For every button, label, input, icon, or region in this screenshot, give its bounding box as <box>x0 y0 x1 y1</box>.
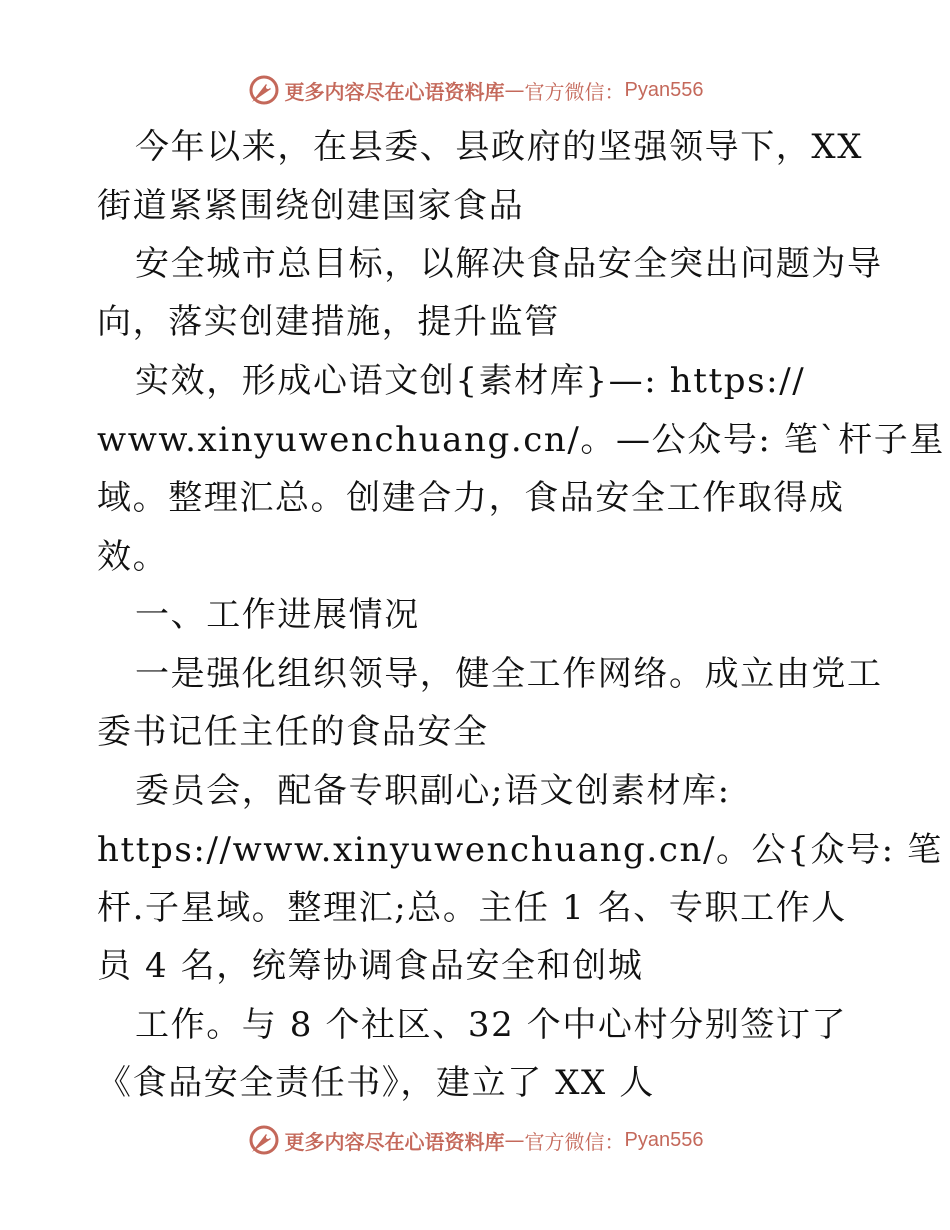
body-line: 委员会，配备专职副心;语文创素材库: <box>135 771 731 811</box>
body-line: 今年以来，在县委、县政府的坚强领导下，XX <box>135 127 864 167</box>
banner-separator: — <box>504 1128 525 1152</box>
body-line: 街道紧紧围绕创建国家食品 <box>97 186 525 226</box>
banner-title: 更多内容尽在心语资料库 <box>284 79 505 104</box>
body-line: 员 4 名，统筹协调食品安全和创城 <box>97 946 644 986</box>
banner-wechat-id: Pyan556 <box>624 78 704 101</box>
banner-wechat-label: 官方微信： <box>524 1129 625 1154</box>
body-line: 工作。与 8 个社区、32 个中心村分别签订了 <box>135 1005 848 1045</box>
body-line: 委书记任主任的食品安全 <box>97 712 489 752</box>
banner-title: 更多内容尽在心语资料库 <box>284 1129 505 1154</box>
banner-wechat-id: Pyan556 <box>624 1128 704 1151</box>
body-line: 《食品安全责任书》，建立了 XX 人 <box>97 1063 655 1103</box>
pen-nib-logo-icon <box>247 73 281 107</box>
body-line: 实效，形成心语文创{素材库}—: https:// <box>135 361 806 401</box>
body-line: 杆.子星域。整理汇;总。主任 1 名、专职工作人 <box>97 888 847 928</box>
body-line: www.xinyuwenchuang.cn/。—公众号: 笔`杆子星 <box>97 420 945 460</box>
body-line: 效。 <box>97 537 169 577</box>
header-banner <box>0 68 950 112</box>
footer-banner <box>0 1118 950 1162</box>
banner-wechat-label: 官方微信： <box>524 79 625 104</box>
body-line: 安全城市总目标，以解决食品安全突出问题为导 <box>135 244 883 284</box>
body-line: https://www.xinyuwenchuang.cn/。公{众号: 笔 <box>97 830 943 870</box>
body-line: 向，落实创建措施，提升监管 <box>97 302 560 342</box>
body-line: 一是强化组织领导，健全工作网络。成立由党工 <box>135 654 883 694</box>
banner-separator: — <box>504 78 525 102</box>
pen-nib-logo-icon <box>247 1123 281 1157</box>
section-heading: 一、工作进展情况 <box>135 595 420 635</box>
body-line: 域。整理汇总。创建合力，食品安全工作取得成 <box>97 478 845 518</box>
